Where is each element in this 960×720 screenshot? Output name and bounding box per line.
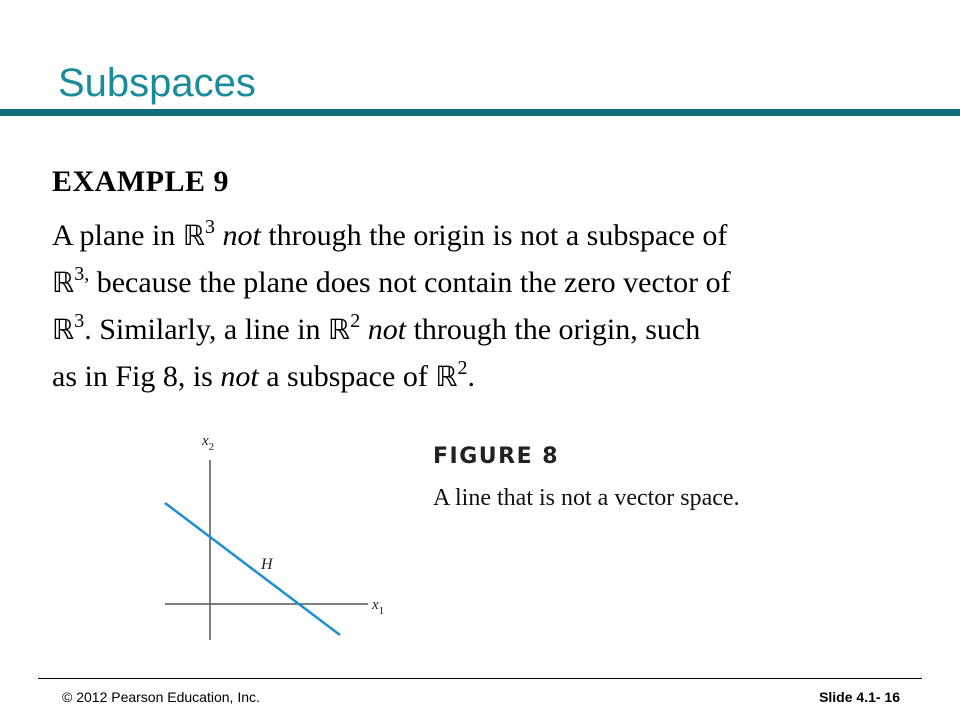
- text-run: . Similarly, a line in: [84, 313, 329, 346]
- superscript: 3: [205, 216, 215, 238]
- text-run: [215, 219, 223, 252]
- x-axis-letter: x: [372, 597, 379, 613]
- real-numbers-symbol: ℝ: [182, 219, 205, 252]
- y-axis-subscript: 2: [208, 441, 215, 453]
- copyright-notice: © 2012 Pearson Education, Inc.: [62, 689, 260, 705]
- y-axis-label: [201, 433, 214, 453]
- superscript: 2: [457, 357, 468, 379]
- text-run: A plane in: [52, 219, 183, 252]
- real-numbers-symbol: ℝ: [52, 266, 75, 299]
- footer-divider: [38, 678, 922, 679]
- superscript: 2: [350, 310, 361, 332]
- text-run: through the origin, such: [406, 313, 701, 346]
- emphasis: not: [367, 313, 407, 346]
- body-line-3: [52, 306, 912, 353]
- emphasis: not: [220, 360, 259, 393]
- real-numbers-symbol: ℝ: [328, 313, 351, 346]
- emphasis: not: [222, 219, 261, 252]
- slide-title: Subspaces: [58, 61, 256, 105]
- text-run: .: [467, 360, 475, 393]
- x-axis-label: [371, 597, 384, 617]
- body-line-1: [52, 212, 912, 259]
- body-line-4: [52, 353, 912, 400]
- line-h: [165, 503, 340, 635]
- superscript: 3,: [74, 263, 90, 285]
- figure-label: FIGURE 8: [433, 444, 560, 469]
- real-numbers-symbol: ℝ: [435, 360, 458, 393]
- text-run: because the plane does not contain the zero vector of: [89, 266, 731, 299]
- body-line-2: [52, 259, 912, 306]
- text-run: through the origin is not a subspace of: [260, 219, 728, 252]
- title-underline: [0, 109, 960, 116]
- text-run: a subspace of: [258, 360, 436, 393]
- text-run: [360, 313, 368, 346]
- line-h-label: H: [261, 556, 273, 573]
- superscript: 3: [74, 310, 85, 332]
- x-axis-subscript: 1: [378, 605, 385, 617]
- text-run: as in Fig 8, is: [52, 360, 221, 393]
- example-heading: EXAMPLE 9: [52, 165, 229, 198]
- example-body: [52, 212, 912, 400]
- real-numbers-symbol: ℝ: [52, 313, 75, 346]
- slide-number: Slide 4.1- 16: [819, 689, 900, 705]
- figure-8-graph: [150, 425, 400, 650]
- y-axis-letter: x: [202, 433, 209, 449]
- figure-caption: A line that is not a vector space.: [433, 485, 740, 511]
